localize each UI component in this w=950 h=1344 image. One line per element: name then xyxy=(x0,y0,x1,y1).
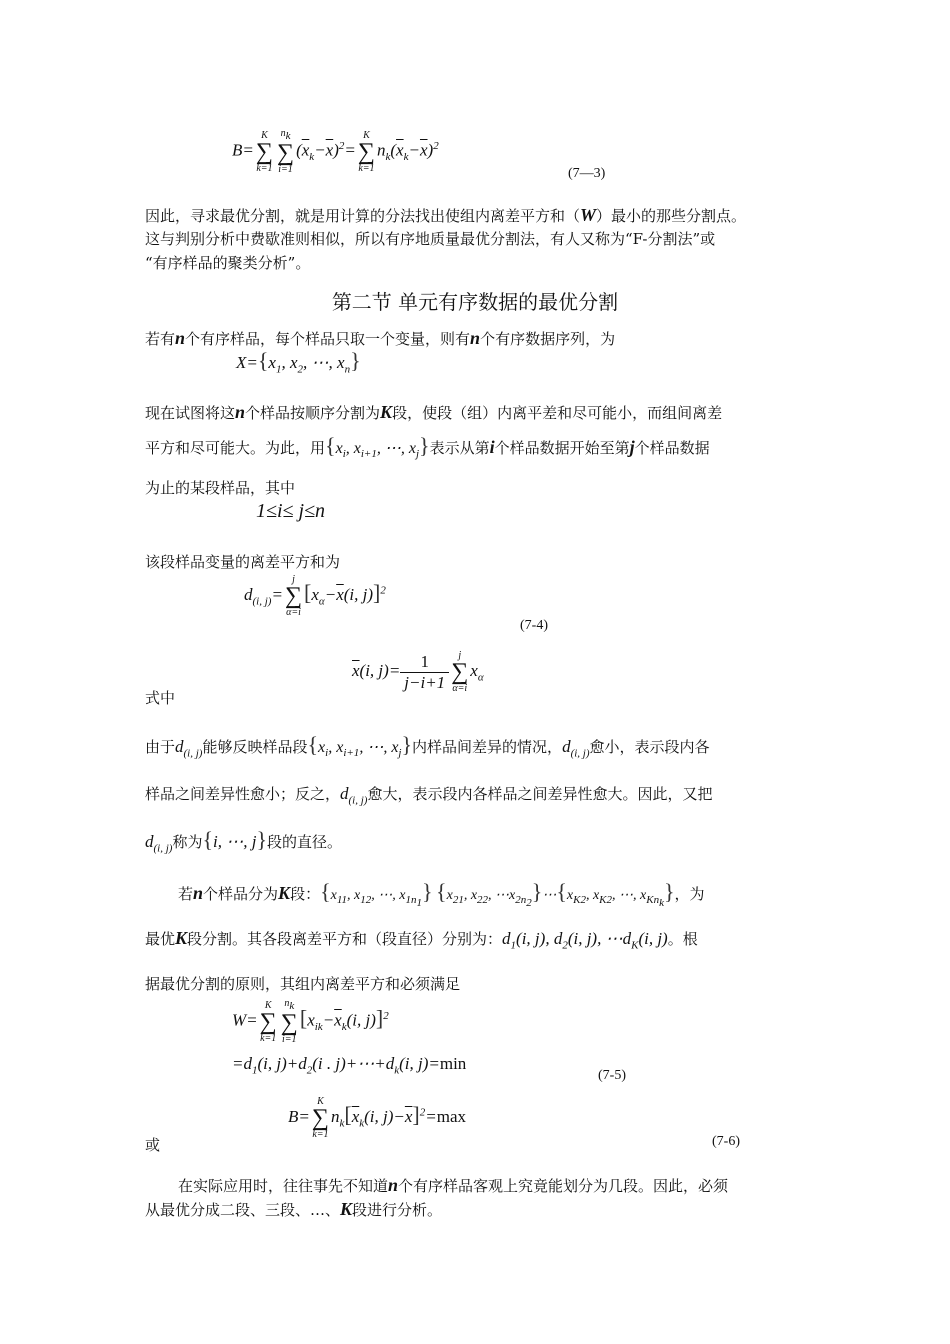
paragraph-9-line-1: 在实际应用时，往往事先不知道n个有序样品客观上究竟能划分为几段。因此，必须 xyxy=(178,1175,729,1195)
paragraph-8: 或 xyxy=(145,1136,161,1154)
equation-x-sequence: $X=\{x_1$, $x_2$, ⋯, $x_n$} xyxy=(236,348,361,376)
equation-number-7-4: (7-4) xyxy=(520,618,548,633)
paragraph-5: 式中 xyxy=(145,689,176,707)
equation-number-7-6: (7-6) xyxy=(712,1134,740,1149)
paragraph-3-line-1: 现在试图将这n个样品按顺序分割为K段，使段（组）内离平差和尽可能小，而组间离差 xyxy=(145,402,723,422)
paragraph-9-line-2: 从最优分成二段、三段、…、K段进行分析。 xyxy=(145,1199,443,1219)
paragraph-6-line-3: $d_{(i, j)}$称为{i, ⋯, j}段的直径。 xyxy=(145,827,343,855)
paragraph-6-line-2: 样品之间差异性愈小；反之，$d_{(i, j)}$愈大，表示段内各样品之间差异性愈大。因此，又把 xyxy=(145,784,713,807)
equation-7-5-line-1: W= K ∑ k=1 $n_k$ ∑ i=1 [$x_{ik}-\overline{x}_k(i$, j)]$^2$ xyxy=(232,998,389,1045)
paragraph-3-line-2: 平方和尽可能大。为此，用{$x_i$, $x_{i+1}$, ⋯, $x_j$}表示从第i个样品数据开始至第j个样品数据 xyxy=(145,433,710,461)
equation-mean: $\overline{x}(i$, j)= $\frac{1}{j-i+1}$ j ∑ α=i $x_\alpha$ xyxy=(352,650,484,694)
equation-7-5-line-2: $=d_1(i$, $j)+d_2(i$ . $j)+\cdots+d_k(i$, j)=min xyxy=(232,1054,467,1077)
paragraph-3-line-3: 为止的某段样品，其中 xyxy=(145,479,296,497)
paragraph-1-line-2: 这与判别分析中费歇准则相似，所以有序地质量最优分割法，有人又称为“F-分割法”或 xyxy=(145,230,716,248)
section-title: 第二节 单元有序数据的最优分割 xyxy=(331,290,619,314)
paragraph-7-line-1: 若n个样品分为K段：{$x_{11}$, $x_{12}$, ⋯, $x_{1n_1}$} {$x_{21}$, $x_{22}$, $\cdots x_{2n_2}\}\cdots\{x_{K2}$, $x_{K2}$, ⋯, $x_{Kn_k}$}，为 xyxy=(178,879,705,909)
paragraph-1-line-1: 因此，寻求最优分割，就是用计算的分法找出使组内离差平方和（W）最小的那些分割点。 xyxy=(145,205,747,225)
equation-number-7-5: (7-5) xyxy=(598,1068,626,1083)
equation-7-6: B= K ∑ k=1 $n_k[\overline{x}_k(i$, $j)-\overline{x}]^2=\max$ xyxy=(288,1096,467,1140)
paragraph-7-line-2: 最优K段分割。其各段离差平方和（段直径）分别为：$d_1(i$, j), $d_2(i$, j), $\cdots d_K(i$, j)。根 xyxy=(145,928,698,952)
paragraph-6-line-1: 由于$d_{(i, j)}$能够反映样品段{$x_i$, $x_{i+1}$, ⋯, $x_j$}内样品间差异的情况，$d_{(i, j)}$愈小，表示段内各 xyxy=(145,732,710,760)
equation-7-4: $d_{(i, j)}=$ j ∑ α=i [$x_\alpha-\overline{x}(i$, j)]$^2$ xyxy=(244,574,386,618)
paragraph-2: 若有n个有序样品，每个样品只取一个变量，则有n个有序数据序列，为 xyxy=(145,328,616,348)
paragraph-1-line-3: “有序样品的聚类分析”。 xyxy=(145,254,311,272)
equation-number-7-3: (7—3) xyxy=(568,166,606,181)
equation-range: 1≤i≤ j≤n xyxy=(256,500,326,522)
paragraph-4: 该段样品变量的离差平方和为 xyxy=(145,553,341,571)
equation-7-3: B= K ∑ k=1 $n_k$ ∑ i=1 $(\overline{x}_k-\overline{x})^2=$ K ∑ k=1 $n_k(\overline{x}_k-\overline{x})^2$ xyxy=(232,128,439,175)
paragraph-7-line-3: 据最优分割的原则，其组内离差平方和必须满足 xyxy=(145,975,461,993)
